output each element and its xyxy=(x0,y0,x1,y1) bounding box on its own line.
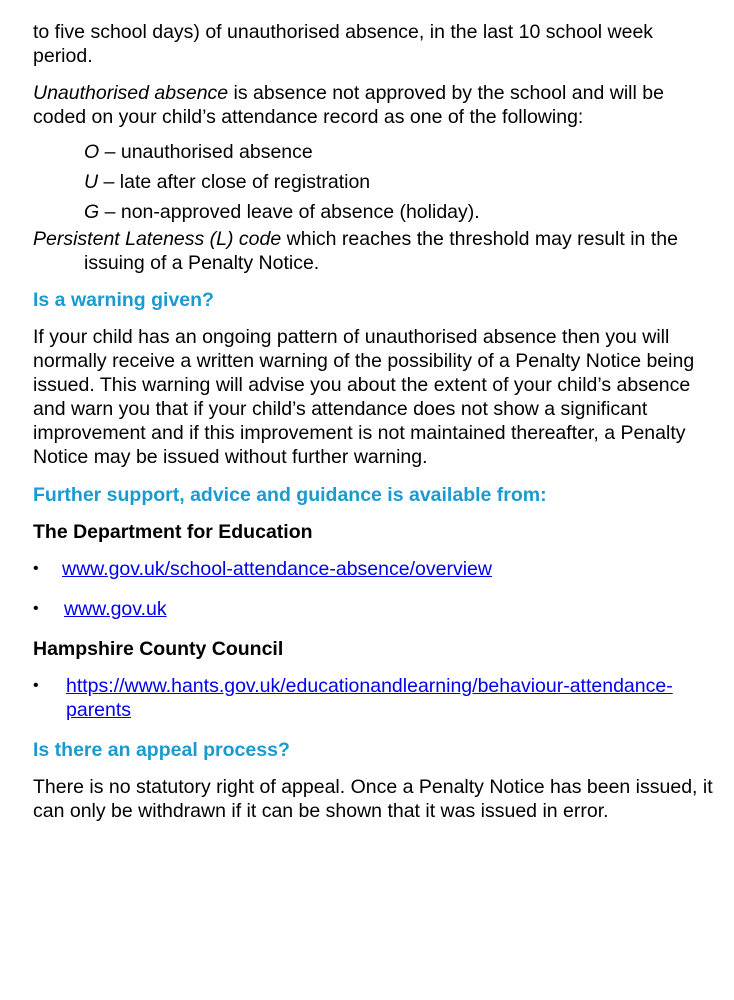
intro-continuation: to five school days) of unauthorised absence, in the last 10 school week period. xyxy=(33,21,654,67)
unauthorised-absence-definition xyxy=(33,81,713,129)
dfe-link-list xyxy=(33,557,713,621)
support-heading: Further support, advice and guidance is available from: xyxy=(33,484,547,506)
code-description: – late after close of registration xyxy=(98,171,371,193)
gov-uk-link[interactable]: www.gov.uk xyxy=(64,598,167,620)
code-line-u xyxy=(84,167,713,197)
code-line-o xyxy=(84,137,713,167)
appeal-body: There is no statutory right of appeal. Once a Penalty Notice has been issued, it can only be withdrawn if it can be shown that it was issued in error. xyxy=(33,776,713,822)
code-letter: G xyxy=(84,201,100,223)
appeal-heading: Is there an appeal process? xyxy=(33,739,290,761)
persistent-lateness-term: Persistent Lateness (L) code xyxy=(33,228,282,250)
persistent-lateness-text: which reaches the threshold may result in the issuing of a Penalty Notice. xyxy=(84,228,678,274)
hants-attendance-link[interactable]: https://www.hants.gov.uk/educationandlearning/behaviour-attendance-parents xyxy=(66,675,673,721)
warning-heading: Is a warning given? xyxy=(33,289,214,311)
hcc-title: Hampshire County Council xyxy=(33,638,284,660)
hcc-link-list xyxy=(33,674,713,722)
code-description: – unauthorised absence xyxy=(99,141,313,163)
warning-body: If your child has an ongoing pattern of unauthorised absence then you will normally receive a written warning of the possibility of a Penalty Notice being issued. This warning will advise you about the extent of your child’s absence and warn you that if your child’s attendance does not show a significant improvement and if this improvement is not maintained thereafter, a Penalty Notice may be issued without further warning. xyxy=(33,326,695,468)
list-item xyxy=(33,597,713,621)
bullet-icon: • xyxy=(33,677,39,694)
code-letter: U xyxy=(84,171,99,193)
unauthorised-absence-text: is absence not approved by the school and will be coded on your child’s attendance record as one of the following: xyxy=(33,82,664,128)
list-item xyxy=(33,674,713,722)
unauthorised-absence-term: Unauthorised absence xyxy=(33,82,229,104)
persistent-lateness-paragraph xyxy=(33,227,713,275)
bullet-icon: • xyxy=(33,600,39,617)
bullet-icon: • xyxy=(33,560,39,577)
code-line-g xyxy=(84,197,713,227)
code-letter: O xyxy=(84,141,100,163)
list-item xyxy=(33,557,713,581)
dfe-title: The Department for Education xyxy=(33,521,313,543)
dfe-overview-link[interactable]: www.gov.uk/school-attendance-absence/overview xyxy=(62,558,492,580)
code-description: – non-approved leave of absence (holiday). xyxy=(99,201,480,223)
document-page xyxy=(33,20,713,823)
